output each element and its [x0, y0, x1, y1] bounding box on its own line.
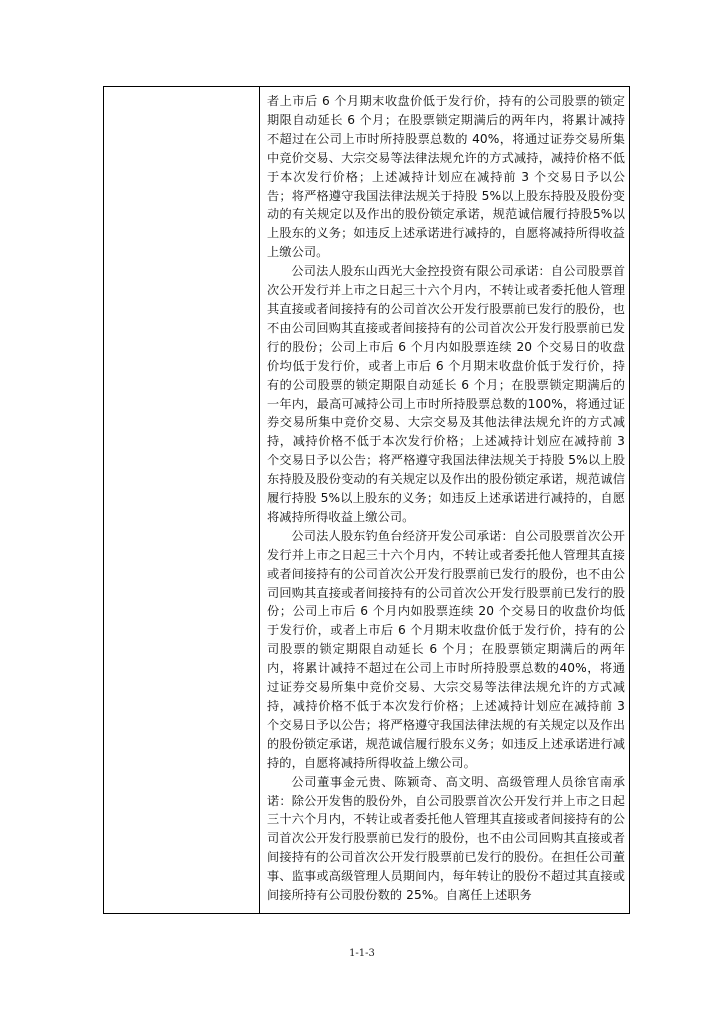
table-content-cell: [260, 87, 629, 913]
paragraph-directors-commitment: 公司董事金元贵、陈颖奇、高文明、高级管理人员徐官南承诺：除公开发售的股份外，自公司股票首次公开发行并上市之日起三十六个月内，不转让或者委托他人管理其直接或者间接持有的公司首次公开发行股票前已发行的股份，也不由公司回购其直接或者间接持有的公司首次公开发行股票前已发行的股份。在担任公司董事、监事或高级管理人员期间内，每年转让的股份不超过其直接或间接所持有公司股份数的 25%。自离任上述职务: [267, 774, 625, 903]
paragraph-shanxi-guangda-commitment: 公司法人股东山西光大金控投资有限公司承诺：自公司股票首次公开发行并上市之日起三十六个月内，不转让或者委托他人管理其直接或者间接持有的公司首次公开发行股票前已发行的股份，也不由公司回购其直接或者间接持有的公司首次公开发行股票前已发行的股份；公司上市后 6 个月内如股票连续 20 个交易日的收盘价均低于发行价，或者上市后 6 个月期末收盘价低于发行价，持有的公司股票的锁定期限自动延长 6 个月；在股票锁定期满后的一年内，最高可减持公司上市时所持股票总数的100%，将通过证券交易所集中竞价交易、大宗交易及其他法律法规允许的方式减持，减持价格不低于本次发行价格；上述减持计划应在减持前 3 个交易日予以公告；将严格遵守我国法律法规关于持股 5%以上股东持股及股份变动的有关规定以及作出的股份锁定承诺，规范诚信履行持股 5%以上股东的义务；如违反上述承诺进行减持的，自愿将减持所得收益上缴公司。: [267, 264, 625, 524]
page-number: 1-1-3: [349, 948, 375, 959]
commitment-table: [103, 86, 630, 914]
table-label-cell: [104, 87, 260, 913]
paragraph-lockup-continued: 者上市后 6 个月期末收盘价低于发行价，持有的公司股票的锁定期限自动延长 6 个月；在股票锁定期满后的两年内，将累计减持不超过在公司上市时所持股票总数的 40%，将通过证券交易所集中竞价交易、大宗交易等法律法规允许的方式减持，减持价格不低于本次发行价格；上述减持计划应在减持前 3 个交易日予以公告；将严格遵守我国法律法规关于持股 5%以上股东持股及股份变动的有关规定以及作出的股份锁定承诺，规范诚信履行持股5%以上股东的义务；如违反上述承诺进行减持的，自愿将减持所得收益上缴公司。: [267, 94, 625, 260]
paragraph-diaoyutai-commitment: 公司法人股东钓鱼台经济开发公司承诺：自公司股票首次公开发行并上市之日起三十六个月内，不转让或者委托他人管理其直接或者间接持有的公司首次公开发行股票前已发行的股份，也不由公司回购其直接或者间接持有的公司首次公开发行股票前已发行的股份；公司上市后 6 个月内如股票连续 20 个交易日的收盘价均低于发行价，或者上市后 6 个月期末收盘价低于发行价，持有的公司股票的锁定期限自动延长 6 个月；在股票锁定期满后的两年内，将累计减持不超过在公司上市时所持股票总数的40%，将通过证券交易所集中竞价交易、大宗交易等法律法规允许的方式减持，减持价格不低于本次发行价格；上述减持计划应在减持前 3 个交易日予以公告；将严格遵守我国法律法规的有关规定以及作出的股份锁定承诺，规范诚信履行股东义务；如违反上述承诺进行减持的，自愿将减持所得收益上缴公司。: [267, 528, 625, 770]
